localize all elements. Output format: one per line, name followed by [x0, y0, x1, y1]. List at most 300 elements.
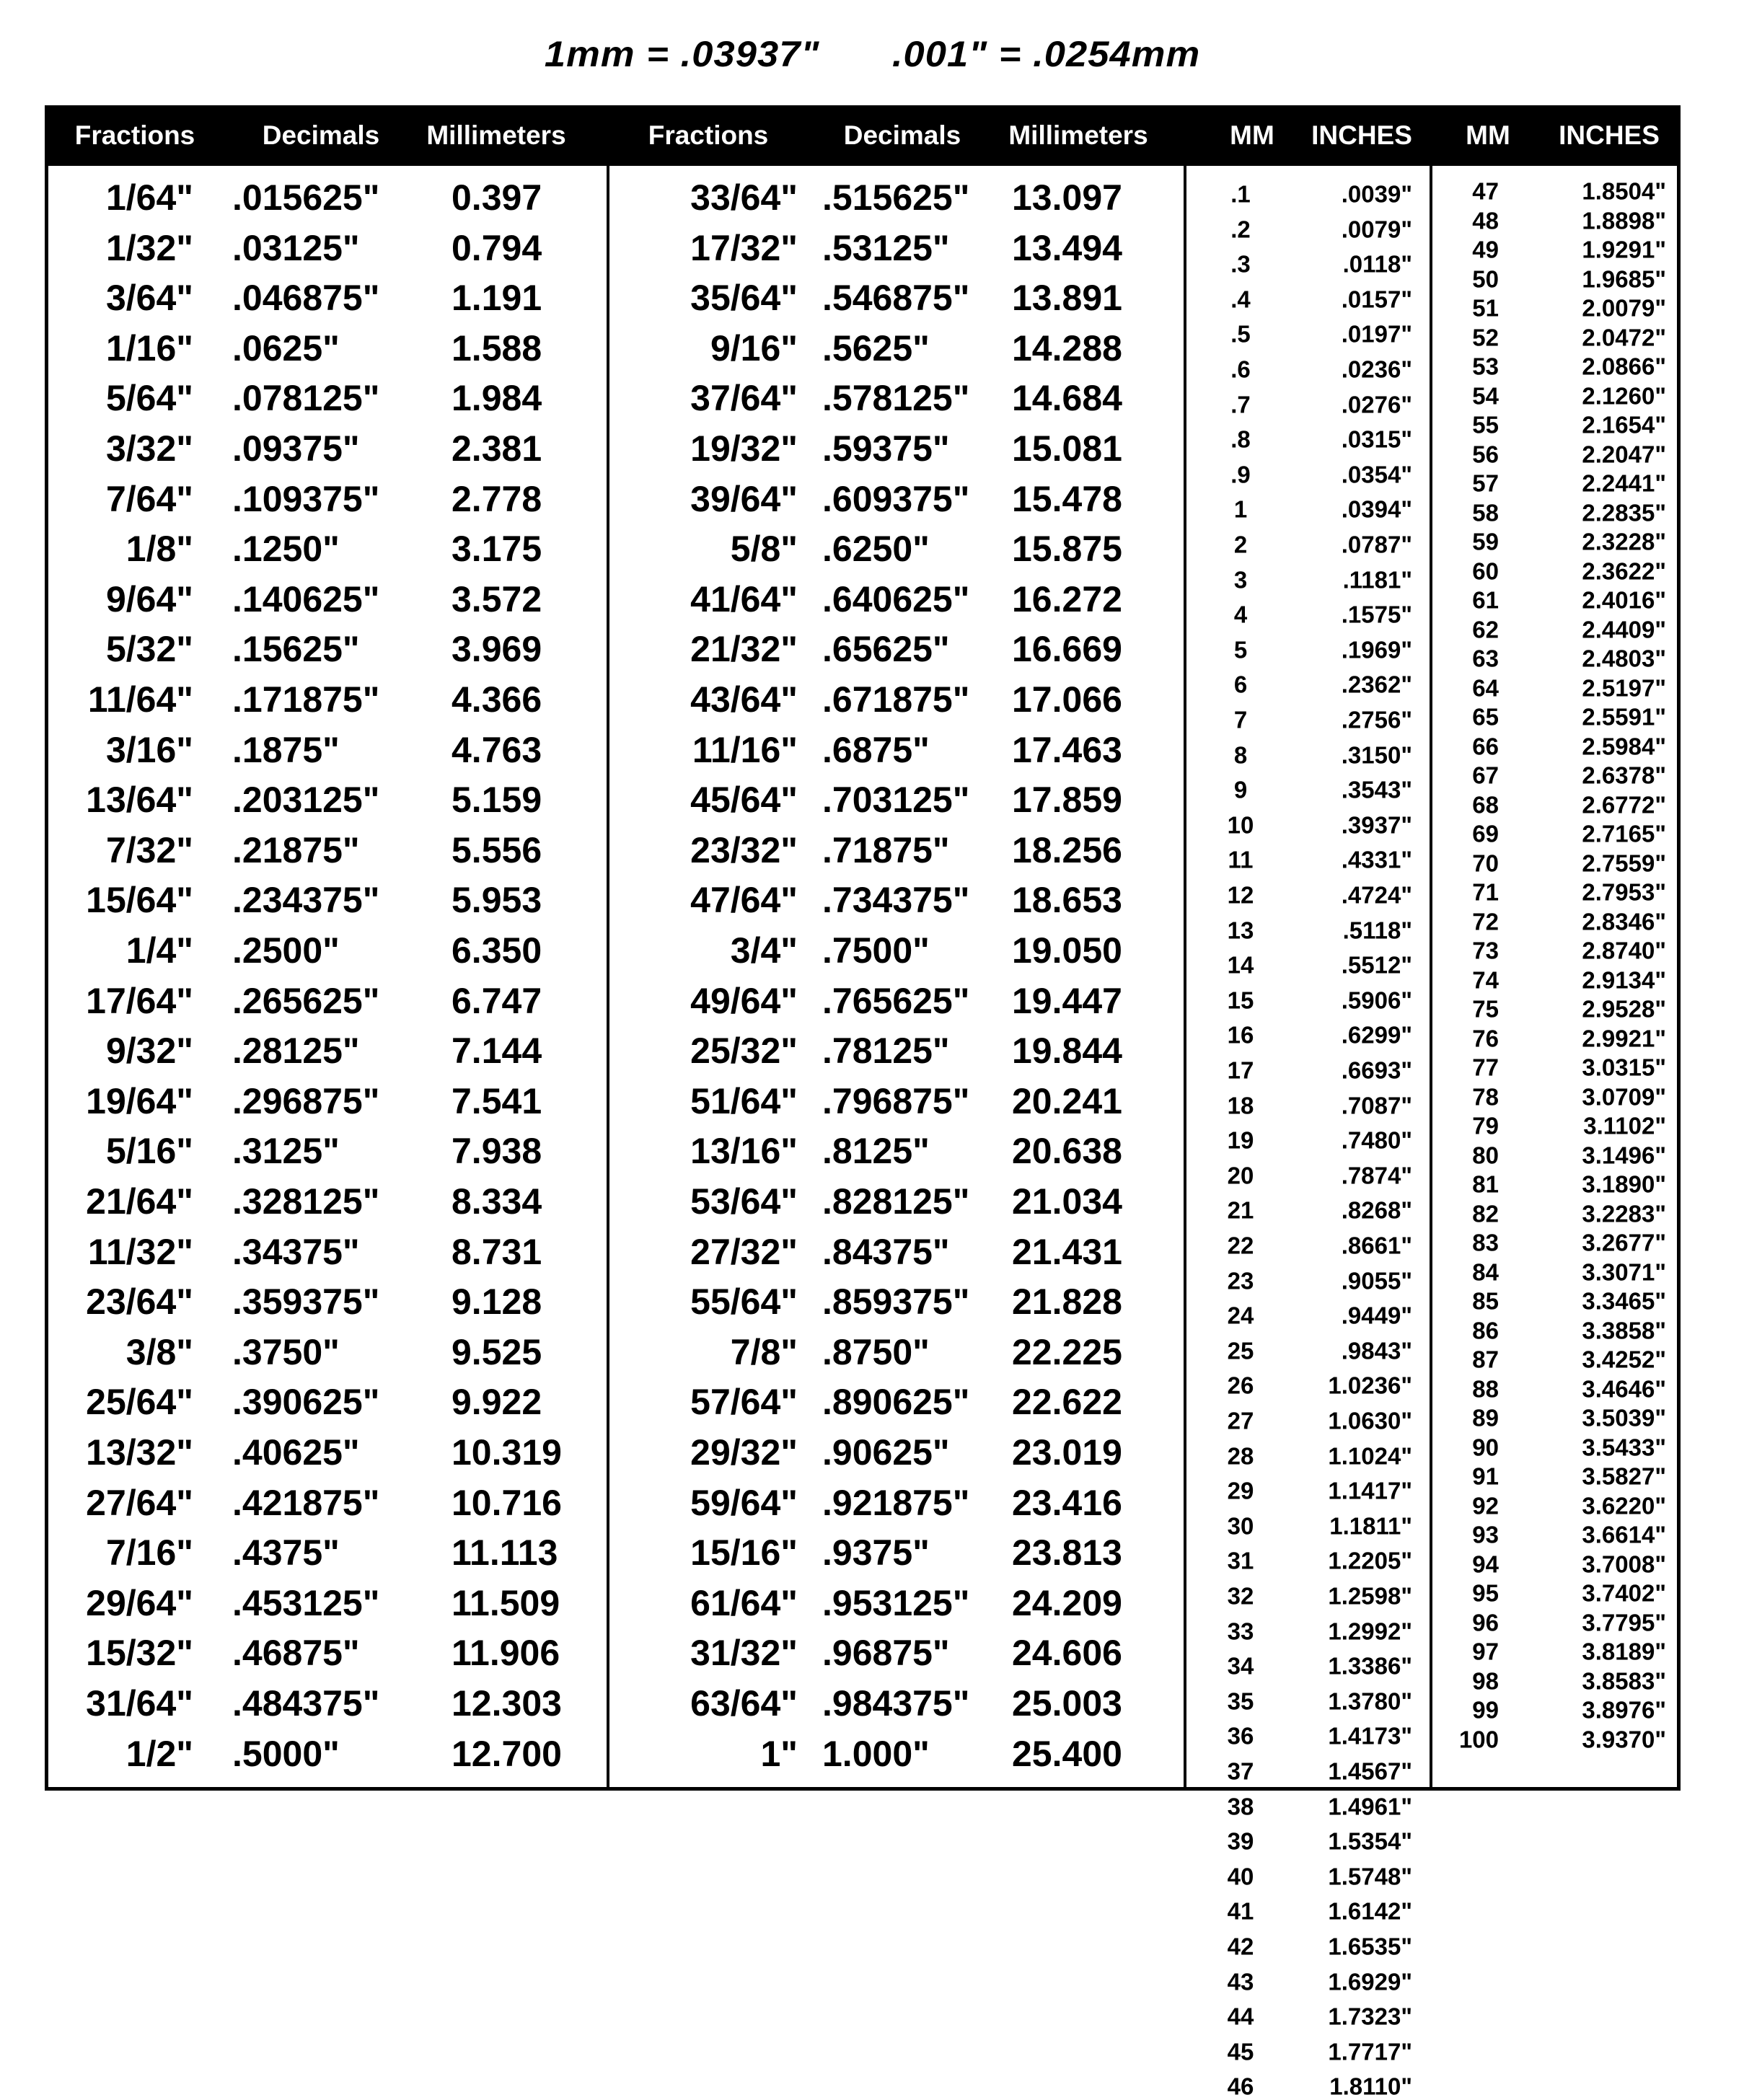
inches-value: 2.4409" — [1582, 616, 1666, 643]
inches-value: 3.8583" — [1582, 1667, 1666, 1694]
mm-value: 66 — [1472, 733, 1499, 759]
mm-value: 8 — [1233, 741, 1248, 769]
decimal-value: .3750" — [232, 1331, 340, 1372]
inches-value: 3.2677" — [1582, 1229, 1666, 1256]
inches-value: 2.8740" — [1582, 937, 1666, 964]
mm-value: 96 — [1472, 1609, 1499, 1636]
millimeter-value: 10.716 — [452, 1482, 562, 1523]
mm-value: .6 — [1230, 356, 1251, 383]
conversion-title — [0, 33, 1744, 74]
header-fractions-2: Fractions — [648, 120, 769, 150]
mm-value: 1 — [1233, 495, 1248, 523]
decimal-value: .796875" — [822, 1080, 970, 1121]
millimeter-value: 13.097 — [1012, 177, 1122, 218]
millimeter-value: 5.556 — [452, 829, 542, 870]
inches-value: 2.0866" — [1582, 353, 1666, 380]
inches-value: 1.8110" — [1329, 2073, 1412, 2100]
fraction-value: 1/32" — [105, 227, 193, 268]
fraction-value: 29/64" — [86, 1582, 193, 1623]
mm-value: 50 — [1472, 265, 1499, 292]
millimeter-value: 15.478 — [1012, 478, 1122, 519]
mm-value: 4 — [1233, 601, 1248, 628]
decimal-value: .453125" — [232, 1582, 380, 1623]
fraction-value: 41/64" — [690, 578, 798, 619]
inches-value: 2.9921" — [1582, 1025, 1666, 1051]
inches-value: 1.1024" — [1328, 1442, 1412, 1470]
decimal-value: .96875" — [822, 1633, 950, 1674]
fraction-value: 1/2" — [125, 1733, 193, 1774]
mm-value: 3 — [1233, 566, 1248, 594]
inches-value: 1.1811" — [1329, 1512, 1412, 1540]
decimal-value: .46875" — [232, 1633, 360, 1674]
inches-value: .0197" — [1341, 320, 1412, 348]
millimeter-value: 19.447 — [1012, 980, 1122, 1021]
millimeter-value: 3.969 — [452, 629, 542, 670]
decimal-value: .984375" — [822, 1683, 970, 1724]
mm-value: 52 — [1472, 324, 1499, 350]
decimal-value: .765625" — [822, 980, 970, 1021]
fraction-value: 21/32" — [690, 629, 798, 670]
millimeter-value: 14.288 — [1012, 327, 1122, 369]
mm-value: 58 — [1472, 499, 1499, 526]
inches-value: 2.9528" — [1582, 995, 1666, 1023]
mm-value: 35 — [1227, 1688, 1254, 1715]
millimeter-value: 18.256 — [1012, 829, 1122, 870]
decimal-value: .546875" — [822, 278, 970, 319]
mm-value: 76 — [1472, 1025, 1499, 1051]
fraction-value: 3/64" — [105, 278, 193, 319]
column-divider-3 — [1430, 165, 1432, 1791]
mm-value: 63 — [1472, 645, 1499, 672]
millimeter-value: 17.463 — [1012, 729, 1122, 770]
mm-value: 48 — [1472, 207, 1499, 234]
fraction-value: 3/32" — [105, 428, 193, 469]
inches-value: .4724" — [1341, 881, 1412, 909]
inches-value: .3150" — [1341, 741, 1412, 769]
fraction-value: 23/32" — [690, 829, 798, 870]
decimal-value: .9375" — [822, 1532, 930, 1574]
mm-value: 38 — [1227, 1793, 1254, 1820]
mm-value: 79 — [1472, 1112, 1499, 1139]
inches-value: 3.4646" — [1582, 1375, 1666, 1402]
fraction-value: 51/64" — [690, 1080, 798, 1121]
inches-value: 2.5984" — [1582, 733, 1666, 759]
fraction-value: 61/64" — [690, 1582, 798, 1623]
decimal-value: .34375" — [232, 1231, 360, 1272]
mm-value: 19 — [1227, 1126, 1254, 1154]
decimal-value: .203125" — [232, 780, 380, 821]
mm-value: 67 — [1472, 762, 1499, 789]
decimal-value: .265625" — [232, 980, 380, 1021]
mm-value: 70 — [1472, 850, 1499, 876]
inches-value: 3.1890" — [1582, 1170, 1666, 1198]
millimeter-value: 5.953 — [452, 880, 542, 921]
millimeter-value: 7.541 — [452, 1080, 542, 1121]
decimal-value: .5000" — [232, 1733, 340, 1774]
millimeter-value: 2.778 — [452, 478, 542, 519]
inches-value: 1.2992" — [1328, 1618, 1412, 1645]
decimal-value: .671875" — [822, 679, 970, 720]
inches-value: 3.1496" — [1582, 1142, 1666, 1168]
millimeter-value: 1.191 — [452, 278, 542, 319]
fraction-value: 7/8" — [730, 1331, 798, 1372]
decimal-value: .90625" — [822, 1432, 950, 1473]
inches-value: 1.8898" — [1582, 207, 1666, 234]
inches-value: 2.7559" — [1582, 850, 1666, 876]
inches-value: 1.4173" — [1328, 1722, 1412, 1750]
decimal-value: .890625" — [822, 1382, 970, 1423]
millimeter-value: 11.113 — [452, 1532, 558, 1574]
inches-value: 2.8346" — [1582, 908, 1666, 935]
inches-value: 2.6378" — [1582, 762, 1666, 789]
inches-value: 1.7323" — [1328, 2003, 1412, 2030]
inches-value: .7480" — [1341, 1126, 1412, 1154]
decimal-value: .6250" — [822, 529, 930, 570]
millimeter-value: 23.019 — [1012, 1432, 1122, 1473]
mm-value: 86 — [1472, 1317, 1499, 1344]
fraction-value: 13/16" — [690, 1131, 798, 1172]
fraction-value: 21/64" — [86, 1181, 193, 1222]
inches-value: 1.0630" — [1328, 1407, 1412, 1434]
mm-value: 24 — [1227, 1302, 1254, 1329]
decimal-value: .65625" — [822, 629, 950, 670]
millimeter-value: 9.922 — [452, 1382, 542, 1423]
mm-value: .7 — [1230, 391, 1251, 418]
inches-value: 2.9134" — [1582, 966, 1666, 993]
decimal-value: .953125" — [822, 1582, 970, 1623]
column-divider-2 — [1184, 165, 1186, 1791]
inches-value: .8268" — [1341, 1196, 1412, 1224]
decimal-value: .828125" — [822, 1181, 970, 1222]
millimeter-value: 23.416 — [1012, 1482, 1122, 1523]
mm-value: .1 — [1230, 180, 1251, 208]
millimeter-value: 5.159 — [452, 780, 542, 821]
mm-value: 20 — [1227, 1162, 1254, 1189]
millimeter-value: 12.303 — [452, 1683, 562, 1724]
fraction-value: 25/32" — [690, 1031, 798, 1072]
inches-value: 2.3228" — [1582, 528, 1666, 555]
inches-value: 1.3780" — [1328, 1688, 1412, 1715]
decimal-value: .21875" — [232, 829, 360, 870]
mm-value: .9 — [1230, 461, 1251, 488]
decimal-value: .390625" — [232, 1382, 380, 1423]
mm-value: 27 — [1227, 1407, 1254, 1434]
inches-value: 3.1102" — [1583, 1112, 1666, 1139]
inches-value: .7087" — [1341, 1092, 1412, 1119]
inches-value: 3.6220" — [1582, 1492, 1666, 1519]
mm-value: 26 — [1227, 1372, 1254, 1399]
decimal-value: .921875" — [822, 1482, 970, 1523]
inches-value: .0787" — [1341, 531, 1412, 558]
mm-value: 41 — [1227, 1897, 1254, 1925]
millimeter-value: 21.431 — [1012, 1231, 1122, 1272]
mm-value: .8 — [1230, 425, 1251, 453]
millimeter-value: 15.875 — [1012, 529, 1122, 570]
inches-value: 1.0236" — [1328, 1372, 1412, 1399]
mm-value: 42 — [1227, 1933, 1254, 1960]
inches-value: 1.6929" — [1328, 1968, 1412, 1995]
fraction-value: 3/4" — [730, 930, 798, 971]
inches-value: 2.4016" — [1582, 586, 1666, 614]
mm-value: .5 — [1230, 320, 1251, 348]
decimal-value: .015625" — [232, 177, 380, 218]
inches-value: 1.4567" — [1328, 1757, 1412, 1785]
mm-value: 100 — [1458, 1726, 1499, 1752]
inches-value: 3.9370" — [1582, 1726, 1666, 1752]
fraction-value: 15/16" — [690, 1532, 798, 1574]
decimal-value: .84375" — [822, 1231, 950, 1272]
mm-value: 6 — [1233, 671, 1248, 698]
mm-value: 89 — [1472, 1404, 1499, 1431]
mm-value: 82 — [1472, 1200, 1499, 1227]
decimal-value: .234375" — [232, 880, 380, 921]
mm-value: 72 — [1472, 908, 1499, 935]
inches-value: .6693" — [1341, 1056, 1412, 1084]
inches-value: .5512" — [1341, 951, 1412, 979]
inches-value: 3.8976" — [1582, 1696, 1666, 1724]
inches-value: 1.5748" — [1328, 1863, 1412, 1890]
millimeter-value: 8.731 — [452, 1231, 542, 1272]
fraction-value: 7/16" — [105, 1532, 193, 1574]
inches-value: 2.1654" — [1582, 411, 1666, 438]
mm-value: 10 — [1227, 811, 1254, 839]
millimeter-value: 14.684 — [1012, 378, 1122, 419]
fraction-value: 1/4" — [125, 930, 193, 971]
fraction-value: 5/32" — [105, 629, 193, 670]
decimal-value: .296875" — [232, 1080, 380, 1121]
decimal-value: .703125" — [822, 780, 970, 821]
mm-value: 81 — [1472, 1170, 1499, 1198]
mm-value: 77 — [1472, 1054, 1499, 1081]
decimal-value: .8125" — [822, 1131, 930, 1172]
mm-value: 60 — [1472, 557, 1499, 584]
mm-value: .3 — [1230, 250, 1251, 278]
inches-value: .2362" — [1341, 671, 1412, 698]
fraction-value: 5/16" — [105, 1131, 193, 1172]
mm-value: 31 — [1227, 1547, 1254, 1574]
millimeter-value: 17.066 — [1012, 679, 1122, 720]
title-inch-to-mm: .001" = .0254mm — [891, 34, 1200, 74]
mm-value: 36 — [1227, 1722, 1254, 1750]
inches-value: 1.2598" — [1328, 1582, 1412, 1610]
mm-value: 33 — [1227, 1618, 1254, 1645]
mm-value: 55 — [1472, 411, 1499, 438]
mm-value: 54 — [1472, 382, 1499, 409]
fraction-value: 3/8" — [125, 1331, 193, 1372]
fraction-value: 53/64" — [690, 1181, 798, 1222]
inches-value: 3.7795" — [1582, 1609, 1666, 1636]
inches-value: .8661" — [1341, 1232, 1412, 1259]
inches-value: 1.6535" — [1328, 1933, 1412, 1960]
decimal-value: .421875" — [232, 1482, 380, 1523]
inches-value: 1.3386" — [1328, 1652, 1412, 1680]
inches-value: 3.6614" — [1582, 1521, 1666, 1548]
millimeter-value: 22.622 — [1012, 1382, 1122, 1423]
mm-value: 28 — [1227, 1442, 1254, 1470]
mm-value: 30 — [1227, 1512, 1254, 1540]
mm-value: 97 — [1472, 1638, 1499, 1665]
millimeter-value: 3.572 — [452, 578, 542, 619]
millimeter-value: 7.144 — [452, 1031, 542, 1072]
fraction-value: 35/64" — [690, 278, 798, 319]
header-inches-2: INCHES — [1559, 120, 1660, 150]
inches-value: 2.3622" — [1582, 557, 1666, 584]
millimeter-value: 10.319 — [452, 1432, 562, 1473]
mm-value: 53 — [1472, 353, 1499, 380]
inches-value: .0236" — [1341, 356, 1412, 383]
mm-value: 78 — [1472, 1083, 1499, 1110]
mm-value: 75 — [1472, 995, 1499, 1023]
decimal-value: .15625" — [232, 629, 360, 670]
decimal-value: .4375" — [232, 1532, 340, 1574]
mm-value: 13 — [1227, 917, 1254, 944]
inches-value: .5906" — [1341, 987, 1412, 1014]
fraction-value: 5/8" — [730, 529, 798, 570]
millimeter-value: 9.128 — [452, 1281, 542, 1323]
fraction-value: 1/8" — [125, 529, 193, 570]
mm-value: 21 — [1227, 1196, 1254, 1224]
inches-value: 2.0079" — [1582, 294, 1666, 322]
millimeter-value: 16.272 — [1012, 578, 1122, 619]
decimal-value: .484375" — [232, 1683, 380, 1724]
header-millimeters-2: Millimeters — [1008, 120, 1148, 150]
inches-value: 1.1417" — [1328, 1477, 1412, 1504]
table-header — [45, 105, 1681, 166]
inches-value: .1181" — [1342, 566, 1412, 594]
inches-value: .0276" — [1341, 391, 1412, 418]
inches-value: 3.5433" — [1582, 1434, 1666, 1460]
millimeter-value: 8.334 — [452, 1181, 542, 1222]
fraction-value: 49/64" — [690, 980, 798, 1021]
millimeter-value: 0.397 — [452, 177, 542, 218]
fraction-value: 19/32" — [690, 428, 798, 469]
mm-value: 90 — [1472, 1434, 1499, 1460]
header-decimals-1: Decimals — [262, 120, 380, 150]
header-millimeters-1: Millimeters — [426, 120, 566, 150]
fraction-value: 37/64" — [690, 378, 798, 419]
decimal-value: .859375" — [822, 1281, 970, 1323]
title-gap — [811, 33, 902, 75]
inches-value: 2.1260" — [1582, 382, 1666, 409]
inches-value: 2.7165" — [1582, 820, 1666, 847]
decimal-value: .046875" — [232, 278, 380, 319]
inches-value: 2.0472" — [1582, 324, 1666, 350]
fraction-value: 25/64" — [86, 1382, 193, 1423]
mm-value: 94 — [1472, 1550, 1499, 1577]
mm-value: 85 — [1472, 1287, 1499, 1315]
mm-value: 34 — [1227, 1652, 1254, 1680]
decimal-value: .078125" — [232, 378, 380, 419]
decimal-value: .140625" — [232, 578, 380, 619]
fraction-value: 57/64" — [690, 1382, 798, 1423]
inches-value: 3.3858" — [1582, 1317, 1666, 1344]
mm-value: 69 — [1472, 820, 1499, 847]
mm-value: 2 — [1233, 531, 1248, 558]
mm-value: 91 — [1472, 1462, 1499, 1490]
inches-value: .3543" — [1341, 776, 1412, 803]
millimeter-value: 13.494 — [1012, 227, 1122, 268]
inches-value: 3.0315" — [1582, 1054, 1666, 1081]
inches-value: .0354" — [1341, 461, 1412, 488]
fraction-value: 63/64" — [690, 1683, 798, 1724]
fraction-value: 33/64" — [690, 177, 798, 218]
decimal-value: .328125" — [232, 1181, 380, 1222]
inches-value: .0039" — [1341, 180, 1412, 208]
inches-value: 2.2047" — [1582, 441, 1666, 467]
mm-value: .2 — [1230, 216, 1251, 243]
header-decimals-2: Decimals — [843, 120, 961, 150]
mm-value: 61 — [1472, 586, 1499, 614]
inches-value: .4331" — [1341, 846, 1412, 873]
inches-value: 1.6142" — [1328, 1897, 1412, 1925]
fraction-value: 13/32" — [86, 1432, 193, 1473]
millimeter-value: 20.241 — [1012, 1080, 1122, 1121]
inches-value: .6299" — [1341, 1021, 1412, 1049]
mm-value: 49 — [1472, 236, 1499, 263]
millimeter-value: 6.747 — [452, 980, 542, 1021]
fraction-value: 15/64" — [86, 880, 193, 921]
mm-value: 40 — [1227, 1863, 1254, 1890]
inches-value: .0315" — [1341, 425, 1412, 453]
inches-value: .3937" — [1341, 811, 1412, 839]
fraction-value: 59/64" — [690, 1482, 798, 1523]
decimal-value: .171875" — [232, 679, 380, 720]
decimal-value: .0625" — [232, 327, 340, 369]
mm-value: 44 — [1227, 2003, 1254, 2030]
fraction-value: 43/64" — [690, 679, 798, 720]
fraction-value: 27/64" — [86, 1482, 193, 1523]
mm-value: 23 — [1227, 1267, 1254, 1294]
inches-value: .0079" — [1341, 216, 1412, 243]
mm-value: 95 — [1472, 1579, 1499, 1607]
inches-value: .9843" — [1341, 1337, 1412, 1364]
decimal-value: .734375" — [822, 880, 970, 921]
mm-value: 9 — [1233, 776, 1248, 803]
mm-value: 80 — [1472, 1142, 1499, 1168]
mm-value: 65 — [1472, 703, 1499, 731]
millimeter-value: 24.209 — [1012, 1582, 1122, 1623]
mm-value: 64 — [1472, 674, 1499, 701]
inches-value: 2.5591" — [1582, 703, 1666, 731]
decimal-value: .3125" — [232, 1131, 340, 1172]
inches-value: 3.4252" — [1582, 1346, 1666, 1373]
decimal-value: .8750" — [822, 1331, 930, 1372]
millimeter-value: 1.984 — [452, 378, 542, 419]
decimal-value: .1250" — [232, 529, 340, 570]
fraction-value: 1" — [760, 1733, 798, 1774]
millimeter-value: 11.509 — [452, 1582, 560, 1623]
mm-value: 62 — [1472, 616, 1499, 643]
fraction-value: 9/64" — [105, 578, 193, 619]
mm-value: 25 — [1227, 1337, 1254, 1364]
millimeter-value: 25.003 — [1012, 1683, 1122, 1724]
mm-value: 84 — [1472, 1258, 1499, 1285]
fraction-value: 11/16" — [692, 729, 798, 770]
inches-value: 1.8504" — [1582, 177, 1666, 205]
inches-value: 3.7402" — [1582, 1579, 1666, 1607]
fraction-value: 45/64" — [690, 780, 798, 821]
fraction-value: 17/64" — [86, 980, 193, 1021]
decimal-value: .09375" — [232, 428, 360, 469]
millimeter-value: 4.763 — [452, 729, 542, 770]
decimal-value: .515625" — [822, 177, 970, 218]
fraction-value: 19/64" — [86, 1080, 193, 1121]
inches-value: .0157" — [1341, 286, 1412, 313]
mm-value: 37 — [1227, 1757, 1254, 1785]
millimeter-value: 17.859 — [1012, 780, 1122, 821]
decimal-value: .640625" — [822, 578, 970, 619]
millimeter-value: 23.813 — [1012, 1532, 1122, 1574]
